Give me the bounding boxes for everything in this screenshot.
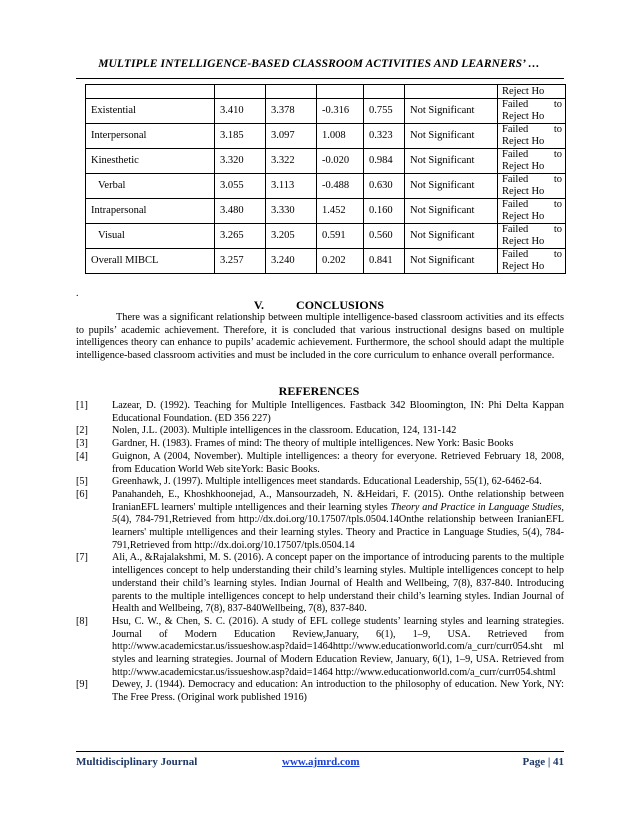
conclusion-reject-ho: Reject Ho (502, 111, 545, 122)
conclusion-word-to: to (553, 249, 562, 260)
conclusion-word-failed: Failed (502, 199, 529, 210)
conclusion-reject-ho: Reject Ho (502, 136, 545, 147)
table-cell-label: Intrapersonal (86, 199, 215, 224)
table-cell-p-value: 0.560 (364, 224, 405, 249)
section-title-conclusions (0, 298, 638, 313)
table-cell-label: Kinesthetic (86, 149, 215, 174)
reference-number: [2] (76, 425, 88, 437)
conclusion-word-to: to (553, 124, 562, 135)
conclusions-paragraph: There was a significant relationship between multiple intelligence-based classroom activities and its effects to pupils’ academic achievement. Therefore, it is concluded that various instructional designs based on multiple intelligences theory can enhance to pupils’ academic achievement. Furthermore, the school should adapt the multiple intelligence-based classroom activities and must be included in the core curriculum to enhance overall performance. (76, 312, 564, 362)
conclusion-reject-ho: Reject Ho (502, 161, 545, 172)
reference-text: Gardner, H. (1983). Frames of mind: The theory of multiple intelligences. New York: Basic Books (112, 438, 514, 450)
reference-number: [9] (76, 679, 88, 691)
table-cell-mean-2: 3.322 (266, 149, 317, 174)
conclusion-word-failed: Failed (502, 174, 529, 185)
table-cell-conclusion (498, 99, 566, 124)
conclusion-word-to: to (553, 224, 562, 235)
table-cell-label: Visual (86, 224, 215, 249)
reference-journal-title: Theory and Practice in Language Studies, 5 (112, 501, 564, 526)
running-header: MULTIPLE INTELLIGENCE-BASED CLASSROOM ACTIVITIES AND LEARNERS’ … (98, 58, 540, 70)
table-cell-conclusion (498, 124, 566, 149)
table-row (86, 124, 566, 149)
reference-item (76, 679, 564, 704)
table-cell-p-value: 0.630 (364, 174, 405, 199)
footer-page-number: Page | 41 (522, 756, 564, 768)
table-cell-t-value: -0.488 (317, 174, 364, 199)
section-number: V. (253, 298, 265, 312)
conclusion-word-failed: Failed (502, 224, 529, 235)
table-cell-mean-1: 3.320 (215, 149, 266, 174)
reference-text: Hsu, C. W., & Chen, S. C. (2016). A study of EFL college students’ learning styles and learning strategies. Journal of Modern Education Review,January, 6(1), 1–9, USA. Retrieved from http://www.academicstar.us/issueshow.asp?daid=1464http://www.educationworld.com/a_curr/curr054.sht ml styles and learning strategies. Journal of Modern Education Review, January, 6(1), 1–9, USA. Retrieved from http://www.academicstar.us/issueshow.asp?daid=1464 http://www.educationworld.com/a_curr/curr054.shtml (112, 615, 564, 678)
reference-text (112, 489, 564, 553)
table-cell-conclusion (498, 249, 566, 274)
table-row (86, 224, 566, 249)
reference-text: Guignon, A (2004, November). Multiple intelligences: a theory for everyone. Retrieved February 18, 2008, from Education World Web siteYork: Basic Books. (112, 450, 564, 475)
table-cell-mean-2: 3.240 (266, 249, 317, 274)
table-cell-conclusion (498, 149, 566, 174)
reference-number: [7] (76, 552, 88, 564)
reference-item (76, 552, 564, 616)
table-cell-interpretation: Not Significant (405, 99, 498, 124)
references-title: REFERENCES (278, 384, 360, 398)
reference-item (76, 476, 564, 489)
conclusion-word-to: to (553, 199, 562, 210)
reference-number: [5] (76, 476, 88, 488)
conclusion-reject-ho: Reject Ho (502, 236, 545, 247)
reference-number: [3] (76, 438, 88, 450)
conclusion-word-failed: Failed (502, 149, 529, 160)
stray-dot: . (76, 288, 79, 299)
table-cell-mean-1: 3.257 (215, 249, 266, 274)
reference-number: [8] (76, 615, 88, 627)
conclusion-word-failed: Failed (502, 99, 529, 110)
table-cell-p-value: 0.755 (364, 99, 405, 124)
reference-text-part: (4), 784-791,Retrieved from http://dx.doi.org/10.17507/tpls.0504.14Onthe relationship between IranianEFL learners' multiple ıntelligences and their learning styles. Theory and Practice in Language Studies, 5(4), 784-791,Retrieved from http://dx.doi.org/10.17507/tpls.0504.14 (112, 514, 564, 551)
footer-divider (76, 751, 564, 752)
table-cell-label: Overall MIBCL (86, 249, 215, 274)
table-cell-conclusion (498, 174, 566, 199)
table-cell-p-value: 0.323 (364, 124, 405, 149)
reference-item (76, 451, 564, 476)
table-cell-mean-1: 3.265 (215, 224, 266, 249)
table-cell-conclusion (498, 224, 566, 249)
reference-text: Greenhawk, J. (1997). Multiple intelligences meet standards. Educational Leadership, 55(1), 62-6462-64. (112, 476, 542, 488)
reference-number: [1] (76, 400, 88, 411)
results-table (85, 84, 566, 274)
table-cell-interpretation: Not Significant (405, 224, 498, 249)
table-cell-interpretation: Not Significant (405, 249, 498, 274)
table-cell-mean-1: 3.410 (215, 99, 266, 124)
table-cell-mean-2: 3.378 (266, 99, 317, 124)
table-cell-label: Verbal (86, 174, 215, 199)
reference-text: Ali, A., &Rajalakshmi, M. S. (2016). A concept paper on the importance of introducing parents to the multiple intelligences concept to help understanding their child’s learning styles. Multiple intelligences concept to help understand their child’s learning styles. Indian Journal of Health and Wellbeing, 7(8), 837-840. Introducing parents to the multiple intelligences concept to help understand their child’s learning styles. Indian Journal of Health and Wellbeing, 7(8), 837-840Wellbeing, 7(8), 837-840. (112, 552, 564, 615)
table-cell-mean-1: 3.185 (215, 124, 266, 149)
table-cell-conclusion: Reject Ho (498, 85, 566, 99)
table-cell-mean-2: 3.330 (266, 199, 317, 224)
header-divider (76, 78, 564, 79)
table-cell-conclusion (498, 199, 566, 224)
reference-item (76, 616, 564, 680)
table-cell-mean-1: 3.055 (215, 174, 266, 199)
table-row (86, 99, 566, 124)
table-cell-mean-2: 3.113 (266, 174, 317, 199)
table-cell-t-value: -0.020 (317, 149, 364, 174)
table-cell-p-value: 0.160 (364, 199, 405, 224)
conclusion-word-to: to (553, 99, 562, 110)
table-row (86, 249, 566, 274)
conclusion-word-to: to (553, 149, 562, 160)
reference-text-part: Panahandeh, E., Khoshkhoonejad, A., Mansourzadeh, N. &Heidari, F. (2015). Onthe relationship between IranianEFL learners' multiple ıntelligences and their learning styles (112, 488, 564, 513)
table-cell-t-value: 1.452 (317, 199, 364, 224)
table-cell-t-value: 0.591 (317, 224, 364, 249)
table-cell-t-value: 1.008 (317, 124, 364, 149)
reference-item (76, 400, 564, 425)
table-cell-interpretation: Not Significant (405, 124, 498, 149)
table-cell-mean-1: 3.480 (215, 199, 266, 224)
table-row (86, 199, 566, 224)
conclusion-reject-ho: Reject Ho (502, 211, 545, 222)
table-row (86, 149, 566, 174)
table-cell-interpretation: Not Significant (405, 199, 498, 224)
footer-journal-name: Multidisciplinary Journal (76, 756, 198, 768)
reference-item (76, 425, 564, 438)
reference-item (76, 489, 564, 553)
table-cell-interpretation: Not Significant (405, 174, 498, 199)
table-cell-p-value: 0.841 (364, 249, 405, 274)
table-cell-mean-2: 3.205 (266, 224, 317, 249)
reference-text: Lazear, D. (1992). Teaching for Multiple Intelligences. Fastback 342 Bloomington, IN: Phi Delta Kappan Educational Foundation. (ED 356 227) (112, 400, 564, 424)
conclusion-word-failed: Failed (502, 124, 529, 135)
table-cell-mean-2: 3.097 (266, 124, 317, 149)
reference-number: [6] (76, 488, 88, 500)
table-row-continuation (86, 85, 566, 99)
conclusion-reject-ho: Reject Ho (502, 186, 545, 197)
table-cell-label: Existential (86, 99, 215, 124)
conclusion-word-to: to (553, 174, 562, 185)
reference-item (76, 438, 564, 451)
conclusion-word-failed: Failed (502, 249, 529, 260)
table-cell-label: Interpersonal (86, 124, 215, 149)
footer-website-link[interactable]: www.ajmrd.com (282, 756, 360, 768)
table-cell-interpretation: Not Significant (405, 149, 498, 174)
references-list (76, 400, 564, 705)
section-heading: CONCLUSIONS (296, 298, 385, 312)
reference-text: Nolen, J.L. (2003). Multiple intelligences in the classroom. Education, 124, 131-142 (112, 425, 457, 437)
reference-text: Dewey, J. (1944). Democracy and education: An introduction to the philosophy of education. New York, NY: The Free Press. (Original work published 1916) (112, 679, 564, 704)
conclusion-reject-ho: Reject Ho (502, 261, 545, 272)
table-cell-t-value: 0.202 (317, 249, 364, 274)
table-cell-p-value: 0.984 (364, 149, 405, 174)
table-cell-t-value: -0.316 (317, 99, 364, 124)
reference-number: [4] (76, 450, 88, 462)
table-row (86, 174, 566, 199)
